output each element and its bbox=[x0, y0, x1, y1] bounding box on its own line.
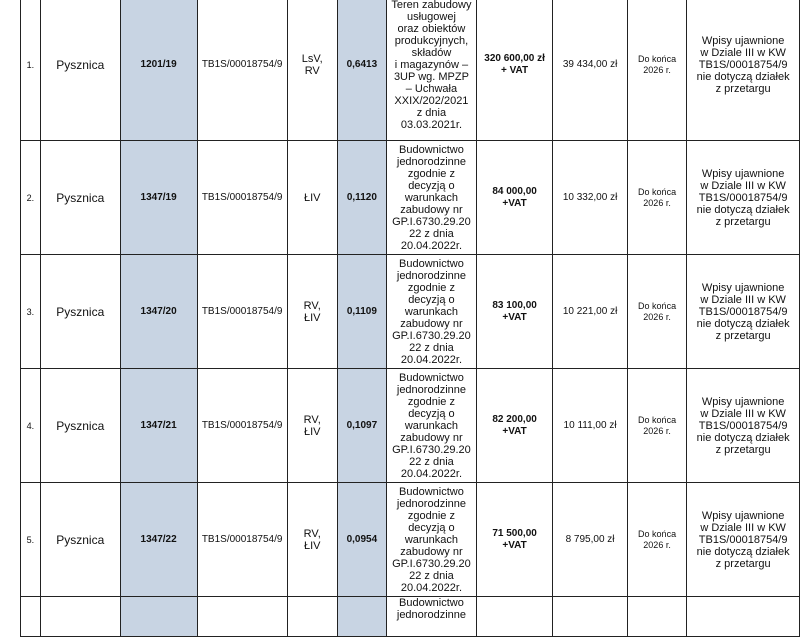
deposit-amount bbox=[553, 597, 628, 637]
development-deadline: Do końca 2026 r. bbox=[627, 141, 686, 255]
table-row bbox=[21, 255, 800, 369]
locality: Pysznica bbox=[40, 483, 120, 597]
parcel-destination: Budownictwo jednorodzinne zgodnie z decyzją o warunkach zabudowy nr GP.I.6730.29.20 22 z dnia 20.04.2022r. bbox=[386, 141, 476, 255]
starting-price: 82 200,00 +VAT bbox=[476, 369, 552, 483]
land-use-class: RV, ŁIV bbox=[287, 369, 337, 483]
parcel-area: 0,0954 bbox=[337, 483, 386, 597]
parcel-destination: Budownictwo jednorodzinne zgodnie z decyzją o warunkach zabudowy nr GP.I.6730.29.20 22 z dnia 20.04.2022r. bbox=[386, 369, 476, 483]
parcel-area: 0,1097 bbox=[337, 369, 386, 483]
deposit-amount: 10 221,00 zł bbox=[553, 255, 628, 369]
starting-price: 83 100,00 +VAT bbox=[476, 255, 552, 369]
row-number: 1. bbox=[21, 0, 41, 141]
development-deadline bbox=[627, 597, 686, 637]
land-use-class: RV, ŁIV bbox=[287, 483, 337, 597]
development-deadline: Do końca 2026 r. bbox=[627, 483, 686, 597]
locality: Pysznica bbox=[40, 0, 120, 141]
deposit-amount: 8 795,00 zł bbox=[553, 483, 628, 597]
starting-price bbox=[476, 597, 552, 637]
parcel-destination: Budownictwo jednorodzinne zgodnie z decyzją o warunkach zabudowy nr GP.I.6730.29.20 22 z dnia 20.04.2022r. bbox=[386, 255, 476, 369]
land-register-number: TB1S/00018754/9 bbox=[197, 0, 287, 141]
development-deadline: Do końca 2026 r. bbox=[627, 369, 686, 483]
locality: Pysznica bbox=[40, 141, 120, 255]
land-register-number bbox=[197, 597, 287, 637]
parcel-area: 0,1120 bbox=[337, 141, 386, 255]
locality: Pysznica bbox=[40, 369, 120, 483]
row-number: 5. bbox=[21, 483, 41, 597]
parcel-number bbox=[120, 597, 197, 637]
table-row-partial bbox=[21, 597, 800, 637]
locality bbox=[40, 597, 120, 637]
deposit-amount: 10 332,00 zł bbox=[553, 141, 628, 255]
encumbrance-notes bbox=[687, 597, 800, 637]
land-use-class: RV, ŁIV bbox=[287, 255, 337, 369]
parcel-number: 1347/19 bbox=[120, 141, 197, 255]
encumbrance-notes: Wpisy ujawnione w Dziale III w KW TB1S/00018754/9 nie dotyczą działek z przetargu bbox=[687, 483, 800, 597]
parcel-destination: Budownictwo jednorodzinne bbox=[386, 597, 476, 637]
deposit-amount: 10 111,00 zł bbox=[553, 369, 628, 483]
locality: Pysznica bbox=[40, 255, 120, 369]
row-number bbox=[21, 597, 41, 637]
parcel-destination: Budownictwo jednorodzinne zgodnie z decyzją o warunkach zabudowy nr GP.I.6730.29.20 22 z dnia 20.04.2022r. bbox=[386, 483, 476, 597]
parcels-table bbox=[20, 0, 800, 637]
encumbrance-notes: Wpisy ujawnione w Dziale III w KW TB1S/00018754/9 nie dotyczą działek z przetargu bbox=[687, 0, 800, 141]
encumbrance-notes: Wpisy ujawnione w Dziale III w KW TB1S/00018754/9 nie dotyczą działek z przetargu bbox=[687, 255, 800, 369]
parcel-number: 1201/19 bbox=[120, 0, 197, 141]
parcel-area bbox=[337, 597, 386, 637]
row-number: 2. bbox=[21, 141, 41, 255]
table-row bbox=[21, 141, 800, 255]
land-register-number: TB1S/00018754/9 bbox=[197, 141, 287, 255]
parcel-number: 1347/20 bbox=[120, 255, 197, 369]
parcel-area: 0,1109 bbox=[337, 255, 386, 369]
encumbrance-notes: Wpisy ujawnione w Dziale III w KW TB1S/00018754/9 nie dotyczą działek z przetargu bbox=[687, 369, 800, 483]
table-row bbox=[21, 369, 800, 483]
starting-price: 84 000,00 +VAT bbox=[476, 141, 552, 255]
land-use-class bbox=[287, 597, 337, 637]
starting-price: 71 500,00 +VAT bbox=[476, 483, 552, 597]
starting-price: 320 600,00 zł + VAT bbox=[476, 0, 552, 141]
land-use-class: LsV, RV bbox=[287, 0, 337, 141]
parcel-destination: Teren zabudowy usługowej oraz obiektów produkcyjnych, składów i magazynów – 3UP wg. MPZP – Uchwała XXIX/202/2021 z dnia 03.03.2021r. bbox=[386, 0, 476, 141]
land-register-number: TB1S/00018754/9 bbox=[197, 483, 287, 597]
parcel-number: 1347/22 bbox=[120, 483, 197, 597]
row-number: 3. bbox=[21, 255, 41, 369]
land-use-class: ŁIV bbox=[287, 141, 337, 255]
deposit-amount: 39 434,00 zł bbox=[553, 0, 628, 141]
parcel-number: 1347/21 bbox=[120, 369, 197, 483]
development-deadline: Do końca 2026 r. bbox=[627, 255, 686, 369]
development-deadline: Do końca 2026 r. bbox=[627, 0, 686, 141]
land-register-number: TB1S/00018754/9 bbox=[197, 369, 287, 483]
parcel-area: 0,6413 bbox=[337, 0, 386, 141]
table-row bbox=[21, 483, 800, 597]
land-register-number: TB1S/00018754/9 bbox=[197, 255, 287, 369]
encumbrance-notes: Wpisy ujawnione w Dziale III w KW TB1S/00018754/9 nie dotyczą działek z przetargu bbox=[687, 141, 800, 255]
row-number: 4. bbox=[21, 369, 41, 483]
table-row bbox=[21, 0, 800, 141]
